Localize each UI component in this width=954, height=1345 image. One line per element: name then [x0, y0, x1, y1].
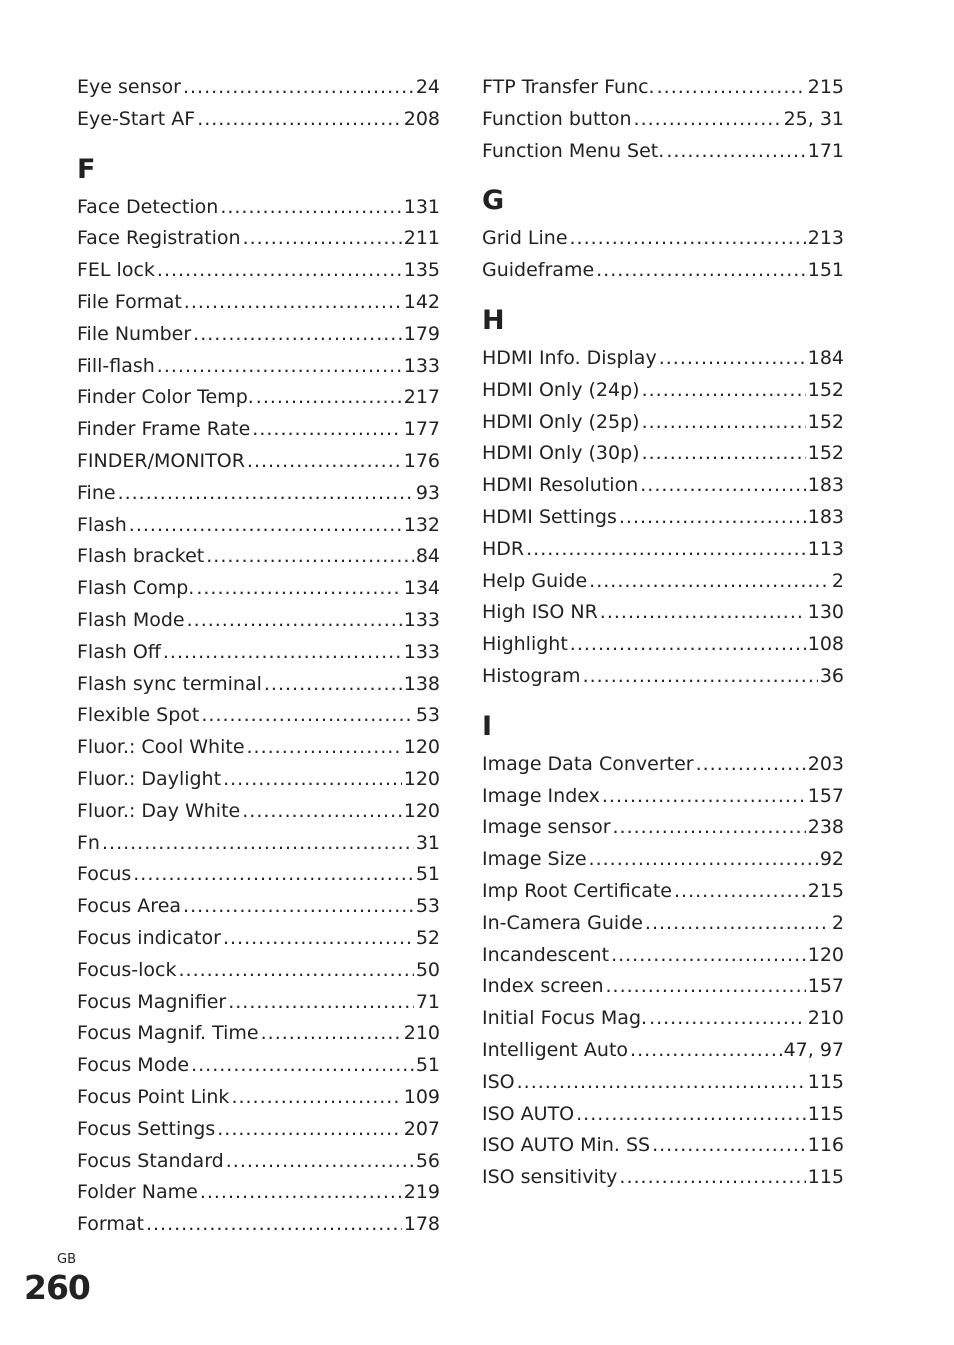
index-term: Flash [77, 513, 127, 536]
index-entry [77, 351, 440, 383]
index-term: Eye sensor [77, 76, 181, 98]
index-entry [77, 573, 440, 605]
index-page-ref: 179 [403, 322, 440, 345]
dot-leader [133, 859, 414, 891]
index-term: Fluor.: Daylight [77, 767, 222, 790]
dot-leader [183, 72, 414, 104]
index-term: Function Menu Set. [482, 139, 665, 162]
index-entry [482, 255, 844, 287]
index-page-ref: 120 [807, 943, 844, 966]
dot-leader [217, 1114, 402, 1146]
index-page-ref: 56 [415, 1149, 440, 1172]
dot-leader [223, 764, 402, 796]
dot-leader [264, 669, 402, 701]
index-entry [77, 732, 440, 764]
dot-leader [191, 1050, 414, 1082]
index-entry [482, 136, 844, 168]
index-column-left [77, 72, 440, 1241]
dot-leader [634, 104, 782, 136]
index-term: ISO AUTO Min. SS [482, 1134, 651, 1157]
index-entry [77, 1209, 440, 1241]
index-entry [77, 1146, 440, 1178]
dot-leader [206, 541, 414, 573]
dot-leader [129, 510, 402, 542]
index-term: Focus indicator [77, 926, 221, 949]
region-code: GB [57, 1252, 76, 1267]
index-page-ref: 52 [415, 926, 440, 949]
index-page-ref: 2 [831, 569, 844, 592]
index-entry [482, 104, 844, 136]
index-page-ref: 152 [807, 410, 844, 433]
index-term: ISO [482, 1070, 515, 1093]
index-term: Focus Mode [77, 1054, 190, 1077]
dot-leader [228, 987, 414, 1019]
index-term: Imp Root Certificate [482, 879, 672, 902]
index-term: Fluor.: Day White [77, 799, 241, 822]
dot-leader [674, 876, 806, 908]
index-page-ref: 178 [403, 1213, 440, 1236]
dot-leader [596, 255, 806, 287]
dot-leader [193, 319, 402, 351]
index-page-ref: 50 [415, 958, 440, 981]
index-term: Image Index [482, 784, 600, 807]
dot-leader [642, 407, 806, 439]
index-term: ISO sensitivity [482, 1166, 618, 1189]
index-entry [482, 566, 844, 598]
section-letter-heading: G [482, 185, 505, 217]
index-page-ref: 217 [403, 386, 440, 409]
index-entry [77, 104, 440, 136]
index-entry [482, 812, 844, 844]
index-entry [482, 1162, 844, 1194]
index-page-ref: 31 [415, 831, 440, 854]
index-page-ref: 120 [403, 767, 440, 790]
index-page-ref: 208 [403, 107, 440, 130]
index-page-ref: 157 [807, 975, 844, 998]
index-page-ref: 176 [403, 449, 440, 472]
index-page-ref: 184 [807, 346, 844, 369]
dot-leader [247, 732, 402, 764]
dot-leader [606, 971, 806, 1003]
index-page-ref: 47, 97 [783, 1038, 844, 1061]
section-letter-heading: I [482, 710, 493, 742]
dot-leader [619, 502, 806, 534]
dot-leader [642, 438, 806, 470]
dot-leader [163, 637, 402, 669]
index-page-ref: 109 [403, 1085, 440, 1108]
index-term: Initial Focus Mag. [482, 1007, 648, 1030]
index-term: Fill-flash [77, 354, 155, 377]
index-page-ref: 92 [819, 848, 844, 871]
index-entry [77, 1050, 440, 1082]
index-term: Histogram [482, 664, 581, 687]
index-entry [482, 223, 844, 255]
index-page-ref: 183 [807, 505, 844, 528]
dot-leader [611, 940, 806, 972]
index-page-ref: 131 [403, 195, 440, 218]
dot-leader [157, 255, 402, 287]
index-entry [482, 844, 844, 876]
dot-leader [201, 700, 413, 732]
index-page-ref: 152 [807, 442, 844, 465]
index-page-ref: 213 [807, 227, 844, 250]
section-letter-heading: F [77, 153, 96, 185]
index-entry [77, 637, 440, 669]
section-letter-heading: H [482, 304, 505, 336]
index-entry [77, 891, 440, 923]
index-page-ref: 133 [403, 640, 440, 663]
index-entry [482, 343, 844, 375]
index-entry [77, 446, 440, 478]
index-page-ref: 203 [807, 752, 844, 775]
index-page-ref: 177 [403, 418, 440, 441]
index-entry [482, 749, 844, 781]
index-page-ref: 211 [403, 227, 440, 250]
dot-leader [223, 923, 414, 955]
index-term: Eye-Start AF [77, 107, 196, 130]
index-entry [482, 1067, 844, 1099]
index-entry [482, 407, 844, 439]
index-entry [482, 1035, 844, 1067]
index-entry [77, 764, 440, 796]
index-entry [77, 828, 440, 860]
index-page-ref: 25, 31 [783, 107, 844, 130]
dot-leader [187, 605, 402, 637]
index-term: Folder Name [77, 1181, 198, 1204]
index-term: HDMI Only (30p) [482, 442, 640, 465]
index-page-ref: 171 [807, 139, 844, 162]
dot-leader [640, 470, 806, 502]
index-term: HDMI Only (25p) [482, 410, 640, 433]
index-term: Finder Frame Rate [77, 418, 251, 441]
dot-leader [197, 104, 402, 136]
index-page-ref: 152 [807, 378, 844, 401]
dot-leader [657, 72, 806, 104]
dot-leader [659, 343, 806, 375]
index-page-ref: 93 [415, 481, 440, 504]
index-entry [482, 597, 844, 629]
index-page-ref: 24 [415, 76, 440, 98]
dot-leader [226, 1146, 414, 1178]
index-page-ref: 120 [403, 736, 440, 759]
index-term: Face Registration [77, 227, 241, 250]
index-entry [77, 541, 440, 573]
dot-leader [220, 192, 401, 224]
dot-leader [666, 136, 805, 168]
index-page-ref: 115 [807, 1166, 844, 1189]
index-page-ref: 183 [807, 474, 844, 497]
index-term: Image sensor [482, 816, 611, 839]
index-entry [482, 940, 844, 972]
dot-leader [178, 955, 413, 987]
index-entry [482, 908, 844, 940]
index-term: Highlight [482, 633, 568, 656]
index-column-right [482, 72, 844, 1194]
index-entry [482, 876, 844, 908]
index-page-ref: 138 [403, 672, 440, 695]
dot-leader [118, 478, 414, 510]
dot-leader [602, 781, 806, 813]
index-entry [77, 382, 440, 414]
dot-leader [589, 844, 818, 876]
index-term: Flash bracket [77, 545, 205, 568]
index-term: Format [77, 1213, 144, 1236]
index-term: Intelligent Auto [482, 1038, 629, 1061]
dot-leader [261, 1018, 402, 1050]
dot-leader [649, 1003, 806, 1035]
index-page-ref: 115 [807, 1070, 844, 1093]
dot-leader [613, 812, 806, 844]
dot-leader [645, 908, 830, 940]
dot-leader [589, 566, 830, 598]
dot-leader [183, 891, 414, 923]
index-entry [77, 478, 440, 510]
index-term: FEL lock [77, 259, 155, 282]
index-page-ref: 84 [415, 545, 440, 568]
index-page-ref: 142 [403, 290, 440, 313]
index-entry [77, 192, 440, 224]
index-page-ref: 151 [807, 259, 844, 282]
index-term: Fine [77, 481, 116, 504]
dot-leader [247, 446, 402, 478]
dot-leader [517, 1067, 806, 1099]
index-term: Grid Line [482, 227, 568, 250]
index-entry [77, 287, 440, 319]
index-entry [482, 971, 844, 1003]
dot-leader [576, 1099, 806, 1131]
index-page-ref: 215 [807, 76, 844, 98]
index-page-ref: 210 [403, 1022, 440, 1045]
index-term: High ISO NR [482, 601, 598, 624]
dot-leader [619, 1162, 805, 1194]
index-entry [482, 629, 844, 661]
index-term: HDMI Info. Display [482, 346, 657, 369]
index-page-ref: 238 [807, 816, 844, 839]
dot-leader [583, 661, 818, 693]
index-entry [482, 1003, 844, 1035]
index-page-ref: 115 [807, 1102, 844, 1125]
index-term: Focus Magnifier [77, 990, 227, 1013]
index-page-ref: 2 [831, 911, 844, 934]
index-entry [77, 1082, 440, 1114]
index-term: Flash Mode [77, 608, 185, 631]
index-term: Fluor.: Cool White [77, 736, 245, 759]
index-term: Flexible Spot [77, 704, 200, 727]
index-term: File Format [77, 290, 182, 313]
index-entry [482, 781, 844, 813]
dot-leader [242, 796, 402, 828]
index-term: Flash Off [77, 640, 161, 663]
dot-leader [570, 629, 806, 661]
dot-leader [200, 1177, 402, 1209]
index-term: HDR [482, 537, 525, 560]
dot-leader [600, 597, 806, 629]
index-page-ref: 53 [415, 704, 440, 727]
index-entry [77, 1114, 440, 1146]
dot-leader [146, 1209, 402, 1241]
dot-leader [696, 749, 806, 781]
index-term: Focus Point Link [77, 1085, 230, 1108]
dot-leader [526, 534, 806, 566]
index-page-ref: 133 [403, 608, 440, 631]
index-entry [482, 1099, 844, 1131]
index-term: FTP Transfer Func. [482, 76, 655, 98]
index-term: Focus Magnif. Time [77, 1022, 259, 1045]
index-term: Focus [77, 863, 132, 886]
index-term: Function button [482, 107, 632, 130]
index-entry [482, 438, 844, 470]
dot-leader [157, 351, 402, 383]
index-term: Focus Standard [77, 1149, 224, 1172]
index-term: Incandescent [482, 943, 610, 966]
index-page-ref: 51 [415, 1054, 440, 1077]
index-page-ref: 210 [807, 1007, 844, 1030]
index-page-ref: 207 [403, 1117, 440, 1140]
dot-leader [642, 375, 806, 407]
index-page-ref: 215 [807, 879, 844, 902]
index-term: Fn [77, 831, 100, 854]
index-page-ref: 133 [403, 354, 440, 377]
dot-leader [256, 382, 402, 414]
index-term: Focus-lock [77, 958, 177, 981]
index-term: Guideframe [482, 259, 595, 282]
index-term: Image Data Converter [482, 752, 694, 775]
index-entry [77, 1018, 440, 1050]
index-entry [77, 414, 440, 446]
dot-leader [184, 287, 402, 319]
index-entry [77, 1177, 440, 1209]
dot-leader [102, 828, 414, 860]
index-page-ref: 132 [403, 513, 440, 536]
index-term: File Number [77, 322, 192, 345]
index-page-ref: 36 [819, 664, 844, 687]
index-entry [482, 502, 844, 534]
index-entry [77, 669, 440, 701]
dot-leader [652, 1130, 806, 1162]
index-entry [77, 955, 440, 987]
index-entry [482, 375, 844, 407]
index-term: Flash Comp. [77, 577, 195, 600]
index-term: Index screen [482, 975, 604, 998]
index-entry [77, 923, 440, 955]
index-term: Help Guide [482, 569, 588, 592]
index-term: HDMI Resolution [482, 474, 639, 497]
index-entry [77, 987, 440, 1019]
index-term: FINDER/MONITOR [77, 449, 245, 472]
index-page-ref: 157 [807, 784, 844, 807]
index-entry [77, 796, 440, 828]
index-page-ref: 53 [415, 895, 440, 918]
index-page-ref: 116 [807, 1134, 844, 1157]
index-term: In-Camera Guide [482, 911, 643, 934]
dot-leader [630, 1035, 782, 1067]
index-term: Flash sync terminal [77, 672, 262, 695]
index-entry [482, 661, 844, 693]
index-entry [77, 255, 440, 287]
index-page-ref: 134 [403, 577, 440, 600]
index-term: ISO AUTO [482, 1102, 575, 1125]
index-page-ref: 51 [415, 863, 440, 886]
index-term: HDMI Only (24p) [482, 378, 640, 401]
index-page-ref: 108 [807, 633, 844, 656]
index-page-ref: 71 [415, 990, 440, 1013]
index-entry [77, 72, 440, 104]
index-entry [77, 700, 440, 732]
dot-leader [196, 573, 401, 605]
index-entry [482, 534, 844, 566]
index-term: Face Detection [77, 195, 219, 218]
index-page-ref: 120 [403, 799, 440, 822]
index-term: Focus Area [77, 895, 182, 918]
index-entry [482, 72, 844, 104]
index-term: Image Size [482, 848, 587, 871]
index-entry [77, 510, 440, 542]
index-page-ref: 135 [403, 259, 440, 282]
index-term: Finder Color Temp. [77, 386, 254, 409]
dot-leader [252, 414, 401, 446]
index-entry [77, 319, 440, 351]
index-entry [77, 223, 440, 255]
index-page-ref: 130 [807, 601, 844, 624]
page-number: 260 [24, 1268, 90, 1307]
index-entry [482, 1130, 844, 1162]
index-entry [482, 470, 844, 502]
index-page-ref: 219 [403, 1181, 440, 1204]
dot-leader [570, 223, 806, 255]
index-term: Focus Settings [77, 1117, 216, 1140]
index-entry [77, 605, 440, 637]
dot-leader [243, 223, 402, 255]
dot-leader [231, 1082, 401, 1114]
index-entry [77, 859, 440, 891]
index-term: HDMI Settings [482, 505, 617, 528]
index-page-ref: 113 [807, 537, 844, 560]
